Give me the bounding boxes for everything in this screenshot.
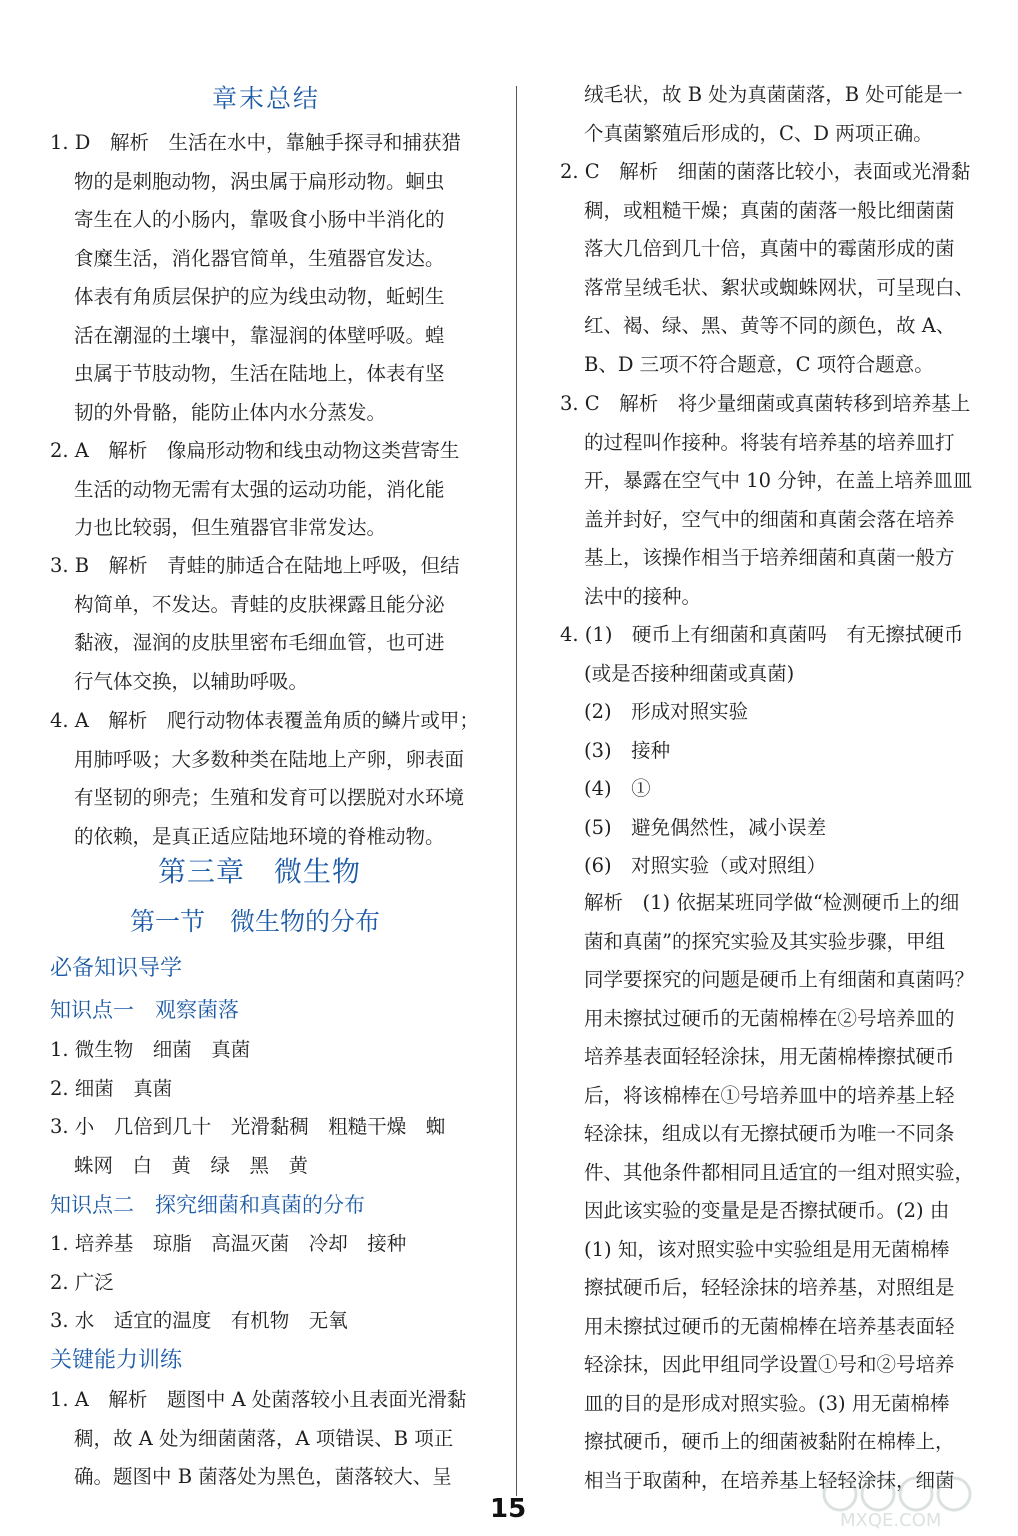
text-line: 食糜生活，消化器官简单，生殖器官发达。 (74, 246, 445, 270)
text-line: 用未擦拭过硬币的无菌棉棒在②号培养皿的 (584, 1006, 955, 1030)
text-line: (5) 避免偶然性，减小误差 (584, 815, 827, 839)
text-line: (或是否接种细菌或真菌) (584, 661, 795, 685)
text-line: (6) 对照实验（或对照组） (584, 854, 827, 877)
text-line: 有坚韧的卵壳；生殖和发育可以摆脱对水环境 (74, 786, 465, 809)
text-line: 因此该实验的变量是是否擦拭硬币。(2) 由 (584, 1199, 950, 1222)
text-line: 绒毛状，故 B 处为真菌菌落，B 处可能是一 (584, 83, 963, 106)
text-line: 2. A 解析 像扁形动物和线虫动物这类营寄生 (50, 439, 460, 462)
text-line: 2. 广泛 (50, 1270, 114, 1294)
text-line: 行气体交换，以辅助呼吸。 (74, 669, 309, 693)
text-line: 4. (1) 硬币上有细菌和真菌吗 有无擦拭硬币 (560, 623, 964, 646)
text-line: (2) 形成对照实验 (584, 700, 749, 723)
text-line: 1. D 解析 生活在水中，靠触手探寻和捕获猎 (50, 131, 461, 154)
text-line: 解析 (1) 依据某班同学做“检测硬币上的细 (584, 891, 960, 914)
column-divider (516, 86, 517, 1496)
text-line: 1. A 解析 题图中 A 处菌落较小且表面光滑黏 (50, 1388, 467, 1411)
text-line: 相当于取菌种，在培养基上轻轻涂抹，细菌 (584, 1468, 955, 1492)
text-line: 物的是刺胞动物，涡虫属于扁形动物。蛔虫 (74, 169, 445, 193)
text-line: 个真菌繁殖后形成的，C、D 两项正确。 (584, 121, 933, 145)
category-heading-2: 关键能力训练 (50, 1348, 183, 1373)
text-line: 1. 培养基 琼脂 高温灭菌 冷却 接种 (50, 1232, 407, 1255)
text-line: 活在潮湿的土壤中，靠湿润的体壁呼吸。蝗 (74, 323, 445, 347)
text-line: 稠，故 A 处为细菌菌落，A 项错误、B 项正 (74, 1426, 454, 1450)
text-line: 用未擦拭过硬币的无菌棉棒在培养基表面轻 (584, 1314, 955, 1338)
text-line: 菌和真菌”的探究实验及其实验步骤，甲组 (584, 929, 945, 953)
summary-title: 章末总结 (212, 84, 321, 113)
text-line: (4) ① (584, 777, 651, 800)
knowledge-point-1: 知识点一 观察菌落 (50, 998, 239, 1022)
chapter-title: 第三章 微生物 (158, 855, 362, 888)
text-line: 落大几倍到几十倍，真菌中的霉菌形成的菌 (584, 237, 955, 260)
watermark-text: MXQE.COM (840, 1510, 942, 1530)
text-line: (1) 知，该对照实验中实验组是用无菌棉棒 (584, 1237, 950, 1261)
section-title: 第一节 微生物的分布 (130, 907, 381, 936)
knowledge-point-2: 知识点二 探究细菌和真菌的分布 (50, 1193, 365, 1217)
text-line: 3. C 解析 将少量细菌或真菌转移到培养基上 (560, 392, 971, 415)
text-line: 培养基表面轻轻涂抹，用无菌棉棒擦拭硬币 (584, 1045, 955, 1068)
text-line: 体表有角质层保护的应为线虫动物，蚯蚓生 (74, 285, 445, 308)
text-line: 1. 微生物 细菌 真菌 (50, 1038, 251, 1061)
text-line: 盖并封好，空气中的细菌和真菌会落在培养 (584, 507, 955, 531)
text-line: 皿的目的是形成对照实验。(3) 用无菌棉棒 (584, 1391, 950, 1415)
text-line: 红、褐、绿、黑、黄等不同的颜色，故 A、 (584, 314, 956, 337)
text-line: 生活的动物无需有太强的运动功能，消化能 (74, 477, 445, 501)
text-line: 同学要探究的问题是硬币上有细菌和真菌吗？ (584, 968, 975, 991)
text-line: 基上，该操作相当于培养细菌和真菌一般方 (584, 546, 955, 569)
text-line: 开，暴露在空气中 10 分钟，在盖上培养皿皿 (584, 469, 973, 492)
text-line: 后，将该棉棒在①号培养皿中的培养基上轻 (584, 1083, 955, 1107)
text-line: 轻涂抹，因此甲组同学设置①号和②号培养 (584, 1353, 955, 1376)
text-line: 虫属于节肢动物，生活在陆地上，体表有坚 (74, 362, 445, 385)
page-number: 15 (490, 1494, 527, 1524)
text-line: 擦拭硬币后，轻轻涂抹的培养基，对照组是 (584, 1276, 955, 1299)
text-line: 2. 细菌 真菌 (50, 1076, 173, 1100)
text-line: 力也比较弱，但生殖器官非常发达。 (74, 516, 387, 539)
text-line: 2. C 解析 细菌的菌落比较小，表面或光滑黏 (560, 160, 971, 183)
text-line: 3. 水 适宜的温度 有机物 无氧 (50, 1309, 348, 1332)
text-line: 法中的接种。 (584, 584, 702, 608)
category-heading-1: 必备知识导学 (50, 956, 183, 981)
text-line: 的过程叫作接种。将装有培养基的培养皿打 (584, 430, 955, 454)
text-line: 3. B 解析 青蛙的肺适合在陆地上呼吸，但结 (50, 554, 460, 577)
text-line: 件、其他条件都相同且适宜的一组对照实验， (584, 1160, 975, 1184)
text-line: 寄生在人的小肠内，靠吸食小肠中半消化的 (74, 208, 445, 231)
text-line: 擦拭硬币，硬币上的细菌被黏附在棉棒上， (584, 1430, 955, 1453)
watermark-logo (800, 1470, 1000, 1530)
text-line: 4. A 解析 爬行动物体表覆盖角质的鳞片或甲； (50, 709, 479, 732)
text-line: 3. 小 几倍到几十 光滑黏稠 粗糙干燥 蜘 (50, 1115, 446, 1138)
text-line: 稠，或粗糙干燥；真菌的菌落一般比细菌菌 (584, 198, 955, 222)
text-line: 确。题图中 B 菌落处为黑色，菌落较大、呈 (74, 1465, 452, 1488)
text-line: 落常呈绒毛状、絮状或蜘蛛网状，可呈现白、 (584, 275, 975, 299)
text-line: 韧的外骨骼，能防止体内水分蒸发。 (74, 400, 387, 424)
text-line: 蛛网 白 黄 绿 黑 黄 (74, 1153, 309, 1177)
text-line: 黏液，湿润的皮肤里密布毛细血管，也可进 (74, 631, 445, 654)
text-line: 用肺呼吸；大多数种类在陆地上产卵，卵表面 (74, 747, 465, 771)
text-line: (3) 接种 (584, 738, 671, 762)
text-line: 的依赖，是真正适应陆地环境的脊椎动物。 (74, 824, 445, 848)
text-line: B、D 三项不符合题意，C 项符合题意。 (584, 352, 934, 376)
text-line: 轻涂抹，组成以有无擦拭硬币为唯一不同条 (584, 1122, 955, 1145)
text-line: 构简单，不发达。青蛙的皮肤裸露且能分泌 (74, 592, 445, 616)
